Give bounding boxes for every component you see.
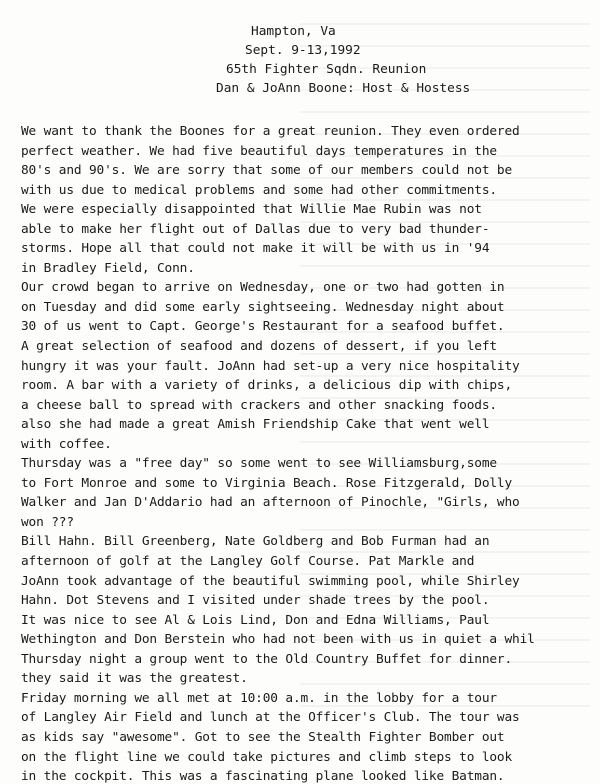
text-line: on Tuesday and did some early sightseeing. Wednesday night about: [21, 299, 505, 315]
text-line: 80's and 90's. We are sorry that some of our members could not be: [21, 163, 513, 179]
text-line: of Langley Air Field and lunch at the Officer's Club. The tour was: [21, 710, 520, 726]
text-line: on the flight line we could take pictures and climb steps to look: [21, 749, 513, 765]
header-hosts: Dan & JoAnn Boone: Host & Hostess: [216, 81, 471, 96]
text-line: hungry it was your fault. JoAnn had set-up a very nice hospitality: [21, 358, 520, 374]
text-line: Thursday was a "free day" so some went to see Williamsburg,some: [21, 456, 497, 472]
text-line: Bill Hahn. Bill Greenberg, Nate Goldberg and Bob Furman had an: [21, 534, 490, 550]
text-line: they said it was the greatest.: [21, 671, 248, 687]
text-line: storms. Hope all that could not make it will be with us in '94: [21, 241, 490, 257]
text-line: Hahn. Dot Stevens and I visited under shade trees by the pool.: [21, 593, 490, 609]
text-line: able to make her flight out of Dallas due to very bad thunder-: [21, 221, 490, 237]
text-line: a cheese ball to spread with crackers and other snacking foods.: [21, 397, 497, 413]
text-line: as kids say "awesome". Got to see the Stealth Fighter Bomber out: [21, 729, 505, 745]
text-line: It was nice to see Al & Lois Lind, Don and Edna Williams, Paul: [21, 612, 490, 628]
text-line: also she had made a great Amish Friendship Cake that went well: [21, 417, 490, 433]
body-text: [21, 122, 596, 784]
text-line: A great selection of seafood and dozens of dessert, if you left: [21, 339, 497, 355]
text-line: Wethington and Don Berstein who had not been with us in quiet a whil: [21, 632, 535, 648]
text-line: Walker and Jan D'Addario had an afternoon of Pinochle, "Girls, who: [21, 495, 520, 511]
text-line: We were especially disappointed that Willie Mae Rubin was not: [21, 202, 482, 218]
text-line: JoAnn took advantage of the beautiful swimming pool, while Shirley: [21, 573, 520, 589]
text-line: Our crowd began to arrive on Wednesday, one or two had gotten in: [21, 280, 505, 296]
text-line: in Bradley Field, Conn.: [21, 260, 195, 276]
header-dates: Sept. 9-13,1992: [245, 43, 361, 58]
text-line: won ???: [21, 514, 74, 530]
text-line: We want to thank the Boones for a great reunion. They even ordered: [21, 124, 520, 139]
text-line: afternoon of golf at the Langley Golf Course. Pat Markle and: [21, 554, 475, 570]
text-line: to Fort Monroe and some to Virginia Beach. Rose Fitzgerald, Dolly: [21, 475, 513, 491]
letter-header: [0, 22, 600, 98]
text-line: 30 of us went to Capt. George's Restaurant for a seafood buffet.: [21, 319, 505, 335]
text-line: Friday morning we all met at 10:00 a.m. in the lobby for a tour: [21, 690, 497, 706]
text-line: with coffee.: [21, 436, 112, 452]
text-line: with us due to medical problems and some had other commitments.: [21, 182, 497, 198]
header-location: Hampton, Va: [251, 24, 336, 39]
text-line: perfect weather. We had five beautiful days temperatures in the: [21, 143, 497, 159]
text-line: in the cockpit. This was a fascinating plane looked like Batman.: [21, 769, 505, 784]
text-line: room. A bar with a variety of drinks, a delicious dip with chips,: [21, 378, 513, 394]
text-line: Thursday night a group went to the Old Country Buffet for dinner.: [21, 651, 513, 667]
header-event: 65th Fighter Sqdn. Reunion: [226, 62, 427, 77]
